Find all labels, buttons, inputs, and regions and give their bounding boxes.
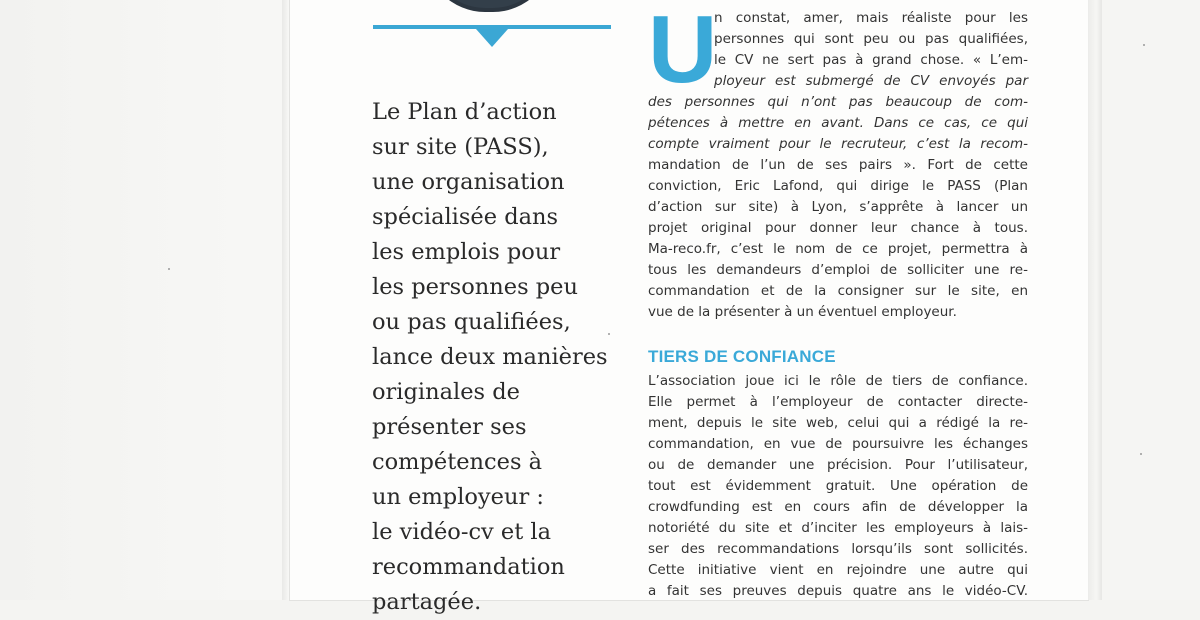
article-line: ment, depuis le site web, celui qui a rédigé la re- <box>648 415 1028 431</box>
article-line: commandation, en vue de poursuivre les échanges <box>648 436 1028 452</box>
article-line: Cette initiative vient en rejoindre une autre qui <box>648 562 1028 578</box>
pullquote <box>372 60 622 620</box>
article-line: des personnes qui n’ont pas beaucoup de com- <box>648 94 1028 110</box>
article-line: ou de demander une précision. Pour l’utilisateur, <box>648 457 1028 473</box>
pullquote-line: Le Plan d’action <box>372 99 557 125</box>
article-line: commandation et de la consigner sur le site, en <box>648 283 1028 299</box>
article-line: L’association joue ici le rôle de tiers de confiance. <box>648 373 1028 389</box>
page-edge-right <box>1088 0 1102 600</box>
article-line: Elle permet à l’employeur de contacter directe- <box>648 394 1028 410</box>
scan-speck <box>168 268 170 270</box>
page-edge-left <box>282 0 290 600</box>
article-line: personnes qui sont peu ou pas qualifiées, <box>714 31 1028 47</box>
scan-speck <box>608 333 610 335</box>
article-line: compte vraiment pour le recruteur, c’est la recom- <box>648 136 1028 152</box>
article-line: notoriété du site et d’inciter les employeurs à lais- <box>648 520 1028 536</box>
pullquote-line: une organisation <box>372 169 565 195</box>
pullquote-line: sur site (PASS), <box>372 134 549 160</box>
article-line: conviction, Eric Lafond, qui dirige le PASS (Plan <box>648 178 1028 194</box>
pullquote-line: partagée. <box>372 589 482 615</box>
article-line: ployeur est submergé de CV envoyés par <box>714 73 1028 89</box>
pullquote-line: recommandation <box>372 554 565 580</box>
article-line: n constat, amer, mais réaliste pour les <box>714 10 1028 26</box>
article-line: vue de la présenter à un éventuel employeur. <box>648 304 957 320</box>
article-line: le CV ne sert pas à grand chose. « L’em- <box>714 52 1028 68</box>
article-line: crowdfunding est en cours afin de développer la <box>648 499 1028 515</box>
dropcap: U <box>648 0 718 103</box>
article-section <box>648 371 1028 602</box>
pullquote-line: originales de <box>372 379 520 405</box>
scan-speck <box>1143 44 1145 46</box>
section-heading: TIERS DE CONFIANCE <box>648 347 836 366</box>
pullquote-line: les emplois pour <box>372 239 561 265</box>
article-line: d’action sur site) à Lyon, s’apprête à lancer un <box>648 199 1028 215</box>
pullquote-line: spécialisée dans <box>372 204 559 230</box>
pullquote-line: ou pas qualifiées, <box>372 309 571 335</box>
article-line: pétences à mettre en avant. Dans ce cas, ce qui <box>648 115 1028 131</box>
article-line: projet original pour donner leur chance à tous. <box>648 220 1028 236</box>
article-line: Ma-reco.fr, c’est le nom de ce projet, permettra à <box>648 241 1028 257</box>
article-line: tous les demandeurs d’emploi de solliciter une re- <box>648 262 1028 278</box>
pullquote-line: les personnes peu <box>372 274 578 300</box>
article-line: ser des recommandations lorsqu’ils sont sollicités. <box>648 541 1028 557</box>
pullquote-line: un employeur : <box>372 484 544 510</box>
article-line: a fait ses preuves depuis quatre ans le vidéo-CV. <box>648 583 1028 599</box>
pullquote-line: lance deux manières <box>372 344 608 370</box>
article-line: tout est évidemment gratuit. Une opération de <box>648 478 1028 494</box>
pullquote-arrow-icon <box>476 29 508 47</box>
article-line: mandation de l’un de ses pairs ». Fort de cette <box>648 157 1028 173</box>
pullquote-line: présenter ses <box>372 414 527 440</box>
article-intro <box>648 0 1028 323</box>
pullquote-line: le vidéo-cv et la <box>372 519 552 545</box>
scan-speck <box>1140 453 1142 455</box>
pullquote-line: compétences à <box>372 449 543 475</box>
